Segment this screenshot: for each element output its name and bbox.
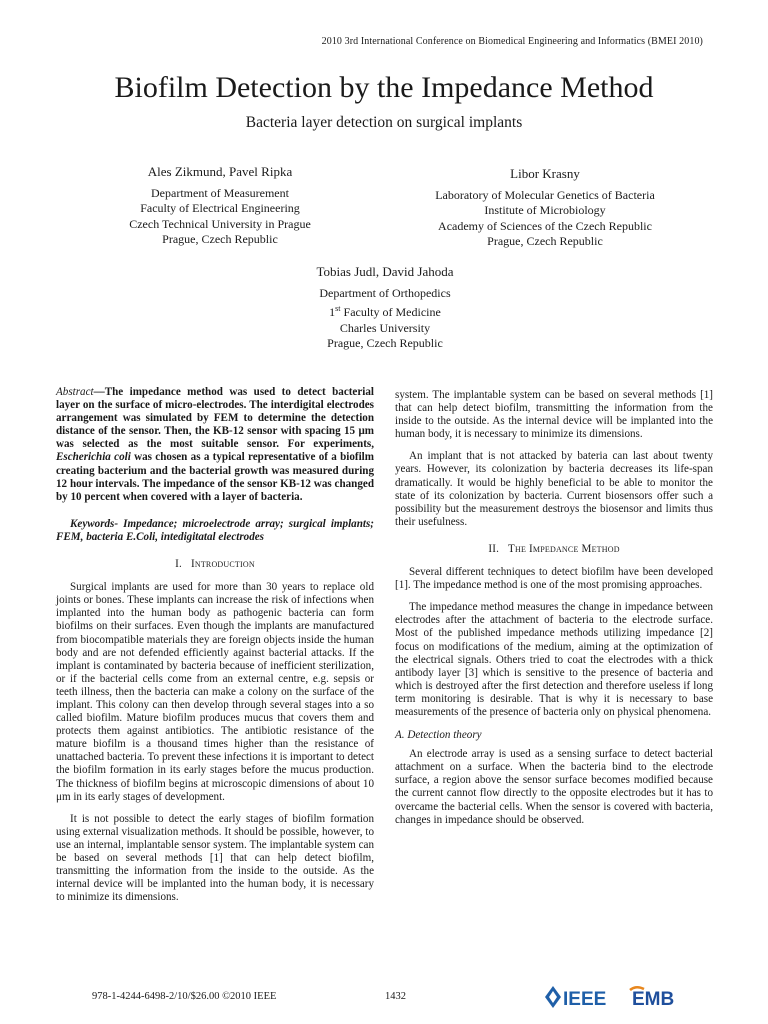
abstract-text: —The impedance method was used to detect bacterial layer on the surface of micro-electrodes. The interdigital electrodes arrangement was simulated by FEM to determine the detection distance of the sensor. Then, the KB-12 sensor with spacing 15 μm was selected as the most suitable sensor. For experiments,: [56, 386, 374, 451]
paragraph: It is not possible to detect the early stages of biofilm formation using external visualization methods. It should be possible, however, to use an internal, implantable sensor system. The implantable system can be based on several methods [1] that can help detect biofilm, transmitting the information from the inside to the outside. As the internal device will be implanted into the human body, it is necessary to minimize its dimensions.: [56, 812, 374, 904]
affiliation-line: Institute of Microbiology: [484, 203, 606, 217]
affiliation-line: Prague, Czech Republic: [162, 232, 278, 246]
paragraph: Surgical implants are used for more than 30 years to replace old joints or bones. These implants can increase the risk of infections when implanted into the human body as pathogenic bacteria can form biofilms on their surfaces. Even though the implants are manufactured from biocompatible materials they are foreign objects inside the human body and are not defended efficiently against bacterial attacks. If the implant is contaminated by bacteria because of inefficient sterilization, or if the bacterial cells come from an external centre, e.g. sepsis or teeth illness, then the bacteria can make a colony on the surface of the implant. This colony can then develop through several stages into a so called biofilm. Mature biofilm produces mucus that covers them and protects them against antibiotics. The antibiotic resistance of the mature biofilm is a thousand times higher than the resistance of unattached bacteria. To prevent these infections it is important to detect the biofilm formation in its early stages before the mucus production. The thickness of biofilm begins at microscopic dimensions of about 10 μm in its early stages of development.: [56, 581, 374, 803]
section-heading-introduction: [56, 558, 374, 571]
emb-logo-text: EMB: [632, 989, 675, 1010]
footer-isbn: 978-1-4244-6498-2/10/$26.00 ©2010 IEEE: [92, 991, 277, 1002]
abstract-organism: Escherichia coli: [56, 451, 131, 464]
paragraph-continued: system. The implantable system can be based on several methods [1] that can help detect biofilm, transmitting the information from the inside to the outside. As the internal device will be implanted into the human body, it is necessary to minimize its dimensions.: [395, 389, 713, 441]
abstract-label: Abstract: [56, 386, 94, 398]
affiliation-line: [240, 301, 530, 321]
section-number: II.: [488, 542, 500, 555]
author-block-3: [240, 264, 530, 352]
ieee-logo-icon: [545, 986, 606, 1010]
paragraph: An implant that is not attacked by bateria can last about twenty years. However, its colonization by bacteria decreases its life-span dramatically. It would be highly beneficial to be able to monitor the state of its colonization by bacteria. Current biosensors offer such a possibility but the measurement destroys the biosensor and limits thus their usefulness.: [395, 450, 713, 528]
paper-title: Biofilm Detection by the Impedance Method: [114, 71, 654, 104]
ieee-logo-text: IEEE: [563, 989, 607, 1010]
paper-subtitle: Bacteria layer detection on surgical implants: [245, 114, 523, 131]
author-block-1: [90, 164, 350, 248]
paragraph: Several different techniques to detect biofilm have been developed [1]. The impedance method is one of the most promising approaches.: [395, 566, 713, 592]
faculty-suffix: st: [335, 304, 341, 313]
affiliation-line: Charles University: [339, 320, 431, 335]
section-heading-impedance-method: [395, 543, 713, 556]
section-title: The Impedance Method: [508, 542, 620, 555]
left-column: [56, 386, 375, 904]
affiliation-line: Academy of Sciences of the Czech Republic: [438, 218, 652, 233]
author-block-2: [405, 166, 685, 250]
publisher-logos: [544, 982, 694, 1012]
author-names: Tobias Judl, David Jahoda: [316, 264, 454, 279]
author-names: Libor Krasny: [510, 166, 580, 181]
faculty-name: Faculty of Medicine: [343, 305, 441, 319]
abstract-text: was chosen as a typical representative of a biofilm creating bacterium and the bacterial growth was measured during 12 hour intervals. The impedance of the sensor KB-12 was changed by 10 percent when covered with a layer of bacteria.: [56, 451, 375, 503]
paragraph: The impedance method measures the change in impedance between electrodes after the attachment of bacteria to the electrode surface. Most of the published impedance methods utilizing impedance [2] focus on modifications of the medium, aiming at the optimization of the electrical signals. Others tried to coat the electrodes with a thick antibody layer [3] which is sensitive to the presence of bacteria and which is destroyed after the first detection and therefore useless if long term monitoring is desirable. That is why it is necessary to base measurements of the presence of bacteria only on physical phenomena.: [395, 601, 713, 718]
author-names: Ales Zikmund, Pavel Ripka: [147, 164, 293, 179]
right-column: [395, 389, 713, 827]
paragraph: An electrode array is used as a sensing surface to detect bacterial attachment on a surface. When the bacteria bind to the electrode surface, a region above the sensor surface becomes modified because the current cannot flow directly to the opposite electrodes but it has to overcame the bacterial cells. When the sensor is covered with bacteria, changes in impedance should be observed.: [395, 748, 713, 826]
affiliation-line: Department of Measurement: [151, 185, 289, 200]
page-number: 1432: [385, 991, 406, 1002]
abstract: [56, 386, 374, 504]
affiliation-line: Czech Technical University in Prague: [129, 216, 311, 231]
affiliation-line: Prague, Czech Republic: [487, 234, 603, 248]
faculty-number: 1: [329, 305, 336, 319]
affiliation-line: Prague, Czech Republic: [327, 336, 443, 350]
section-number: I.: [175, 558, 183, 571]
paragraph-gap: [395, 441, 713, 450]
emb-logo-icon: [630, 987, 674, 1010]
keywords: Keywords- Impedance; microelectrode array; surgical implants; FEM, bacteria E.Coli, intedigitatal electrodes: [56, 517, 374, 543]
affiliation-line: Department of Orthopedics: [319, 285, 451, 300]
paragraph-gap: [395, 592, 713, 601]
section-title: Introduction: [190, 558, 255, 571]
paragraph-gap: [56, 804, 374, 813]
conference-header: 2010 3rd International Conference on Biomedical Engineering and Informatics (BMEI 2010): [321, 36, 703, 47]
subsection-heading-detection-theory: A. Detection theory: [395, 729, 482, 742]
affiliation-line: Faculty of Electrical Engineering: [140, 201, 300, 215]
affiliation-line: Laboratory of Molecular Genetics of Bacteria: [435, 187, 655, 202]
